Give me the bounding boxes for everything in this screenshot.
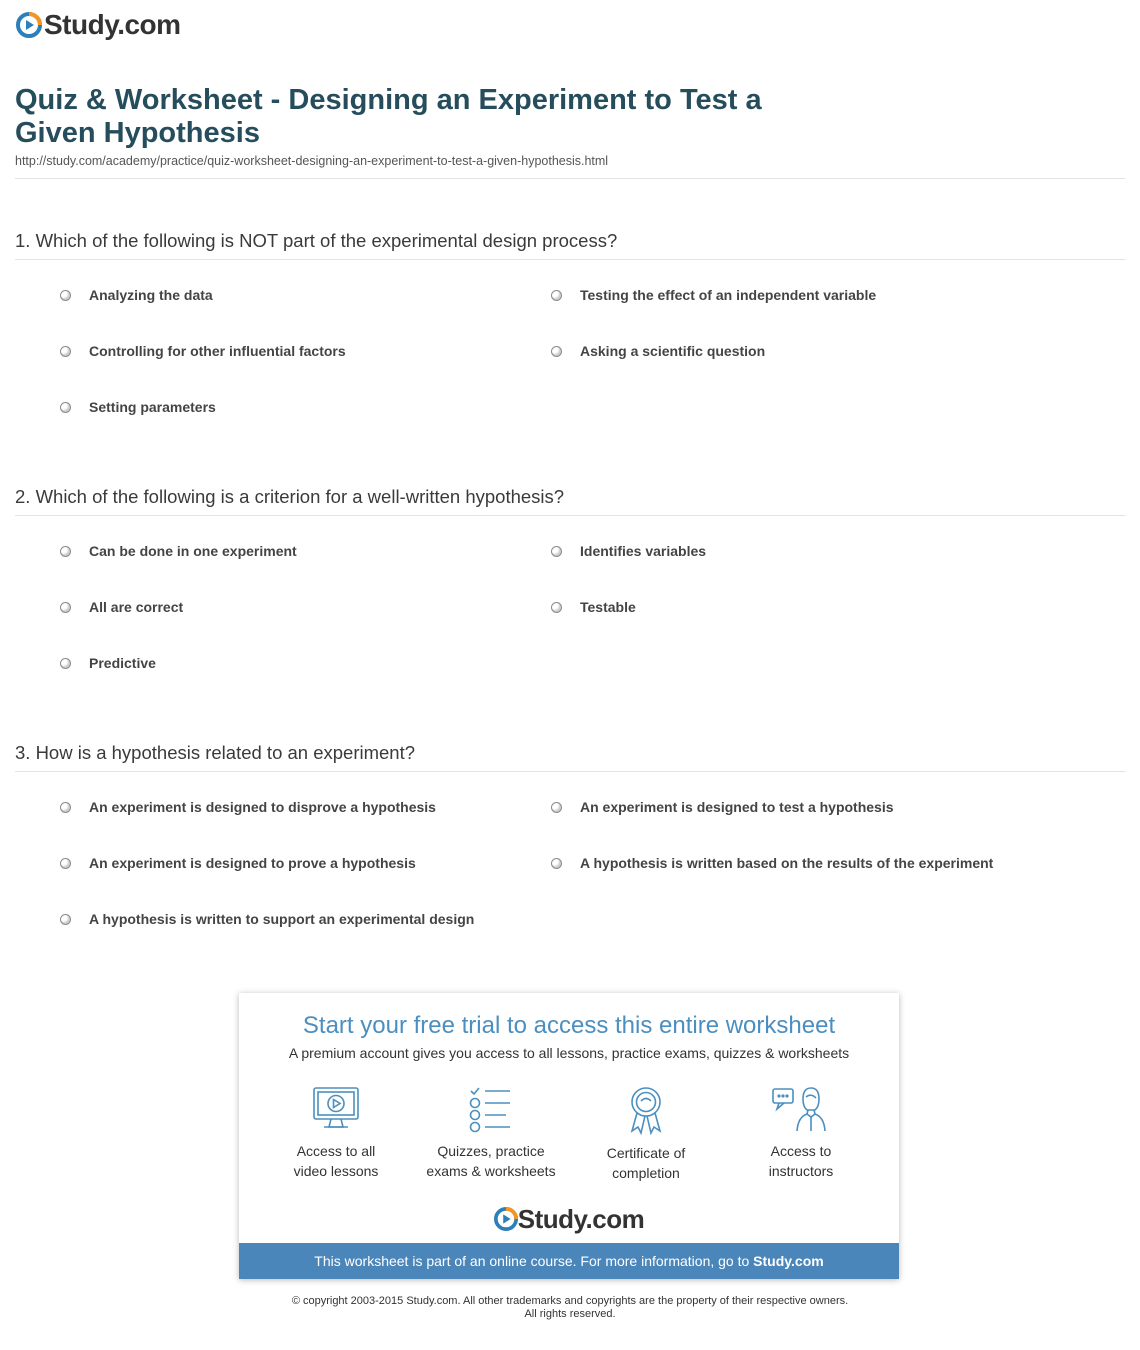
promo-subline: A premium account gives you access to all lessons, practice exams, quizzes & worksheets: [288, 1045, 850, 1061]
feature-label-line2: instructors: [768, 1163, 834, 1179]
answer-label: Testing the effect of an independent variable: [580, 287, 877, 303]
radio-button[interactable]: [60, 914, 71, 925]
radio-button[interactable]: [551, 602, 562, 613]
answer-label: A hypothesis is written based on the results of the experiment: [580, 855, 994, 871]
answer-label: An experiment is designed to prove a hypothesis: [89, 855, 416, 871]
feature-label-line2: video lessons: [293, 1163, 379, 1179]
question-2: [15, 485, 1125, 696]
feature-video-lessons: [261, 1085, 411, 1181]
answer-label: Testable: [580, 599, 636, 615]
radio-button[interactable]: [60, 346, 71, 357]
radio-button[interactable]: [551, 546, 562, 557]
radio-button[interactable]: [60, 658, 71, 669]
answer-label: A hypothesis is written to support an experimental design: [89, 911, 475, 927]
answer-list: [15, 516, 1125, 696]
feature-label-line2: completion: [612, 1165, 680, 1181]
answer-label: Predictive: [89, 655, 156, 671]
feature-label-line1: Quizzes, practice: [437, 1143, 545, 1159]
answer-option[interactable]: [60, 855, 416, 871]
study-logo-text: Study.com: [44, 9, 181, 40]
radio-button[interactable]: [551, 346, 562, 357]
radio-button[interactable]: [60, 402, 71, 413]
promo-footer-text: This worksheet is part of an online course. For more information, go to: [314, 1253, 750, 1269]
radio-button[interactable]: [551, 802, 562, 813]
answer-option[interactable]: [60, 543, 297, 559]
answer-list: [15, 772, 1125, 952]
copyright: [0, 1295, 1140, 1321]
award-ribbon-icon: [621, 1085, 671, 1135]
answer-label: Controlling for other influential factors: [89, 343, 346, 359]
feature-label-line1: Access to all: [296, 1143, 376, 1159]
answer-list: [15, 260, 1125, 440]
question-1: [15, 229, 1125, 440]
answer-option[interactable]: [551, 287, 876, 303]
answer-label: Asking a scientific question: [580, 343, 766, 359]
checklist-icon: [466, 1085, 516, 1133]
answer-option[interactable]: [60, 799, 436, 815]
radio-button[interactable]: [60, 858, 71, 869]
answer-label: An experiment is designed to test a hypothesis: [580, 799, 894, 815]
answer-option[interactable]: [60, 599, 183, 615]
answer-option[interactable]: [60, 287, 213, 303]
page-url[interactable]: http://study.com/academy/practice/quiz-worksheet-designing-an-experiment-to-test-a-given-hypothesis.html: [15, 154, 609, 168]
question-text: 1. Which of the following is NOT part of the experimental design process?: [15, 229, 1125, 260]
answer-label: An experiment is designed to disprove a hypothesis: [89, 799, 436, 815]
answer-option[interactable]: [60, 399, 216, 415]
answer-option[interactable]: [551, 543, 706, 559]
feature-label-line1: Access to: [770, 1143, 832, 1159]
study-logo-icon: [16, 12, 42, 38]
answer-label: Can be done in one experiment: [89, 543, 297, 559]
answer-option[interactable]: [60, 911, 474, 927]
free-trial-promo: [239, 993, 899, 1279]
study-logo[interactable]: [16, 10, 181, 40]
radio-button[interactable]: [551, 858, 562, 869]
answer-option[interactable]: [551, 343, 765, 359]
radio-button[interactable]: [60, 802, 71, 813]
answer-label: Identifies variables: [580, 543, 707, 559]
video-monitor-icon: [311, 1085, 361, 1133]
answer-option[interactable]: [551, 799, 894, 815]
feature-label-line2: exams & worksheets: [426, 1163, 556, 1179]
question-3: [15, 741, 1125, 952]
divider: [15, 178, 1125, 179]
promo-footer-bar: [239, 1243, 899, 1279]
promo-footer-link[interactable]: Study.com: [753, 1253, 824, 1269]
answer-option[interactable]: [60, 343, 346, 359]
instructor-chat-icon: [771, 1085, 831, 1133]
feature-quizzes: [416, 1085, 566, 1181]
promo-study-logo[interactable]: [239, 1205, 899, 1233]
feature-label-line1: Certificate of: [606, 1145, 686, 1161]
copyright-line1: © copyright 2003-2015 Study.com. All other trademarks and copyrights are the property of their respective owners.: [291, 1295, 849, 1307]
answer-option[interactable]: [60, 655, 156, 671]
radio-button[interactable]: [60, 602, 71, 613]
answer-label: Setting parameters: [89, 399, 216, 415]
page-title: Quiz & Worksheet - Designing an Experiment to Test a Given Hypothesis: [15, 84, 762, 149]
study-logo-icon: [494, 1207, 518, 1231]
question-text: 3. How is a hypothesis related to an experiment?: [15, 741, 1125, 772]
radio-button[interactable]: [60, 546, 71, 557]
feature-instructors: [726, 1085, 876, 1181]
copyright-line2: All rights reserved.: [524, 1308, 616, 1320]
answer-label: Analyzing the data: [89, 287, 213, 303]
radio-button[interactable]: [60, 290, 71, 301]
answer-label: All are correct: [89, 599, 184, 615]
promo-headline[interactable]: Start your free trial to access this entire worksheet: [302, 1012, 836, 1039]
study-logo-text: Study.com: [517, 1204, 645, 1234]
feature-certificate: [571, 1085, 721, 1183]
answer-option[interactable]: [551, 855, 993, 871]
question-text: 2. Which of the following is a criterion for a well-written hypothesis?: [15, 485, 1125, 516]
answer-option[interactable]: [551, 599, 636, 615]
radio-button[interactable]: [551, 290, 562, 301]
